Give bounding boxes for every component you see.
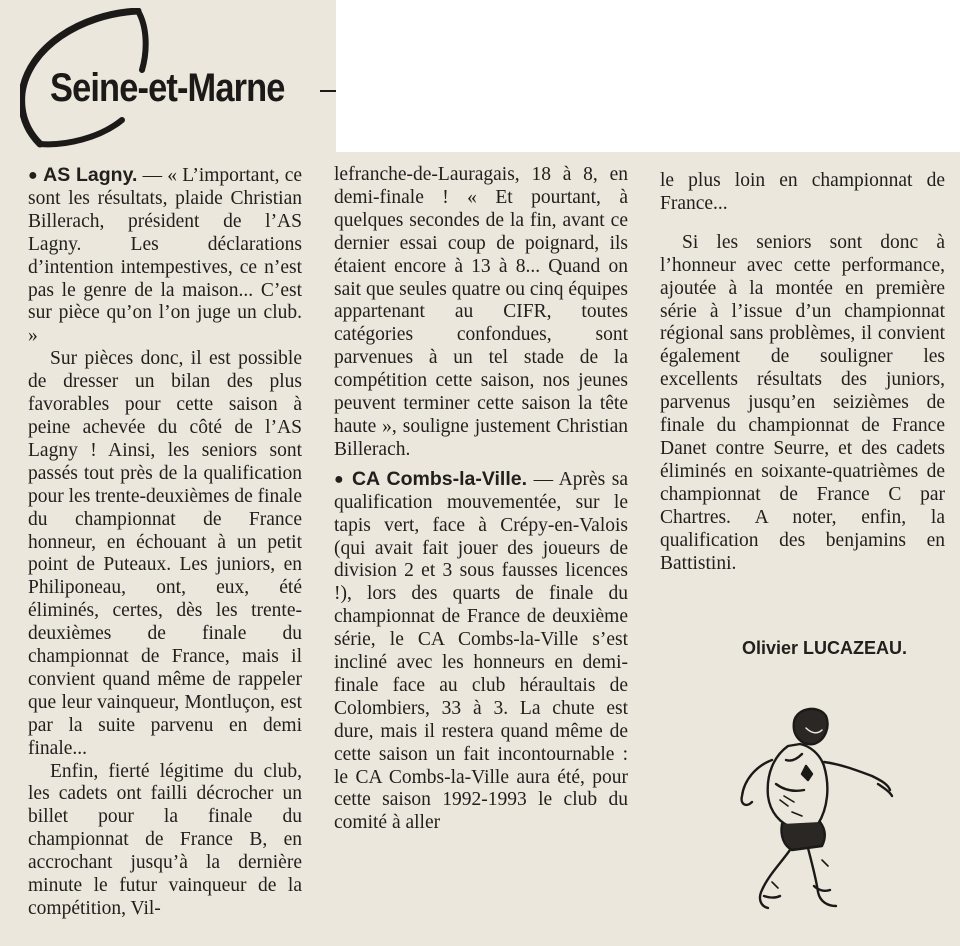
rugby-player-illustration bbox=[722, 700, 902, 916]
section-header bbox=[20, 8, 336, 148]
article-column-right bbox=[660, 170, 945, 575]
paragraph-text: — « L’important, ce sont les résultats, plaide Christian Billerach, président de l’AS Lagny. Les déclarations d’intention intempestives, ce n’est pas le genre de la maison... C’est sur pièce qu’on l’on juge un club. » bbox=[28, 165, 303, 347]
paragraph-text: — Après sa qualification mouvementée, sur le tapis vert, face à Crépy-en-Valois (qui avait fait jouer des joueurs de division 2 et 3 sous fausses licences !), lors des quarts de finale du championnat de France de deuxième série, le CA Combs-la-Ville s’est incliné avec les honneurs en demi-finale face au club héraultais de Colombiers, 33 à 3. La chute est dure, mais il restera quand même de cette saison un fait incontournable : le CA Combs-la-Ville aura été, pour cette saison 1992-1993 le club du comité à aller bbox=[334, 468, 628, 834]
section-title: Seine-et-Marne bbox=[50, 66, 285, 110]
article-column-left bbox=[28, 164, 302, 921]
paragraph-text: le plus loin en championnat de France... bbox=[660, 170, 945, 214]
paragraph-text: Si les seniors sont donc à l’honneur avec cette performance, ajoutée à la montée en première série à l’issue d’un championnat régional sans problèmes, il convient également de souligner les excellents résultats des juniors, parvenus jusqu’en seizièmes de finale du championnat de France Danet contre Seurre, et des cadets éliminés en soixante-quatrièmes de championnat de France C par Chartres. A noter, enfin, la qualification des benjamins en Battistini. bbox=[660, 231, 945, 574]
author-signature: Olivier LUCAZEAU. bbox=[742, 638, 908, 658]
paragraph-text: lefranche-de-Lauragais, 18 à 8, en demi-finale ! « Et pourtant, à quelques secondes de la fin, avant ce dernier essai coup de poignard, ils étaient encore à 13 à 8... Quand on sait que seules quatre ou cinq équipes appartenant au CIFR, toutes catégories confondues, sont parvenues à un tel stade de la compétition cette saison, nos jeunes peuvent terminer cette saison la tête haute », souligne justement Christian Billerach. bbox=[334, 164, 628, 460]
club-heading-as-lagny: AS Lagny. bbox=[43, 164, 138, 186]
paragraph-text: Enfin, fierté légitime du club, les cadets ont failli décrocher un billet pour la finale du championnat de France B, en accrochant jusqu’à la dernière minute le futur vainqueur de la compétition, Vil- bbox=[28, 760, 302, 919]
club-heading-ca-combs: CA Combs-la-Ville. bbox=[351, 467, 528, 490]
article-column-middle bbox=[334, 164, 628, 835]
paragraph-text: Sur pièces donc, il est possible de dresser un bilan des plus favorables pour cette saison à peine achevée du côté de l’AS Lagny ! Ainsi, les seniors sont passés tout près de la qualification pour les trente-deuxièmes de finale du championnat de France honneur, en échouant à un petit point de Puteaux. Les juniors, en Philiponeau, ont, eux, été éliminés, certes, dès les trente-deuxièmes de finale du championnat de France, mais il convient quand même de rappeler que leur vainqueur, Montluçon, est par la suite parvenu en demi finale... bbox=[28, 348, 302, 759]
bullet-icon: ● bbox=[334, 470, 346, 488]
bullet-icon: ● bbox=[28, 167, 38, 184]
